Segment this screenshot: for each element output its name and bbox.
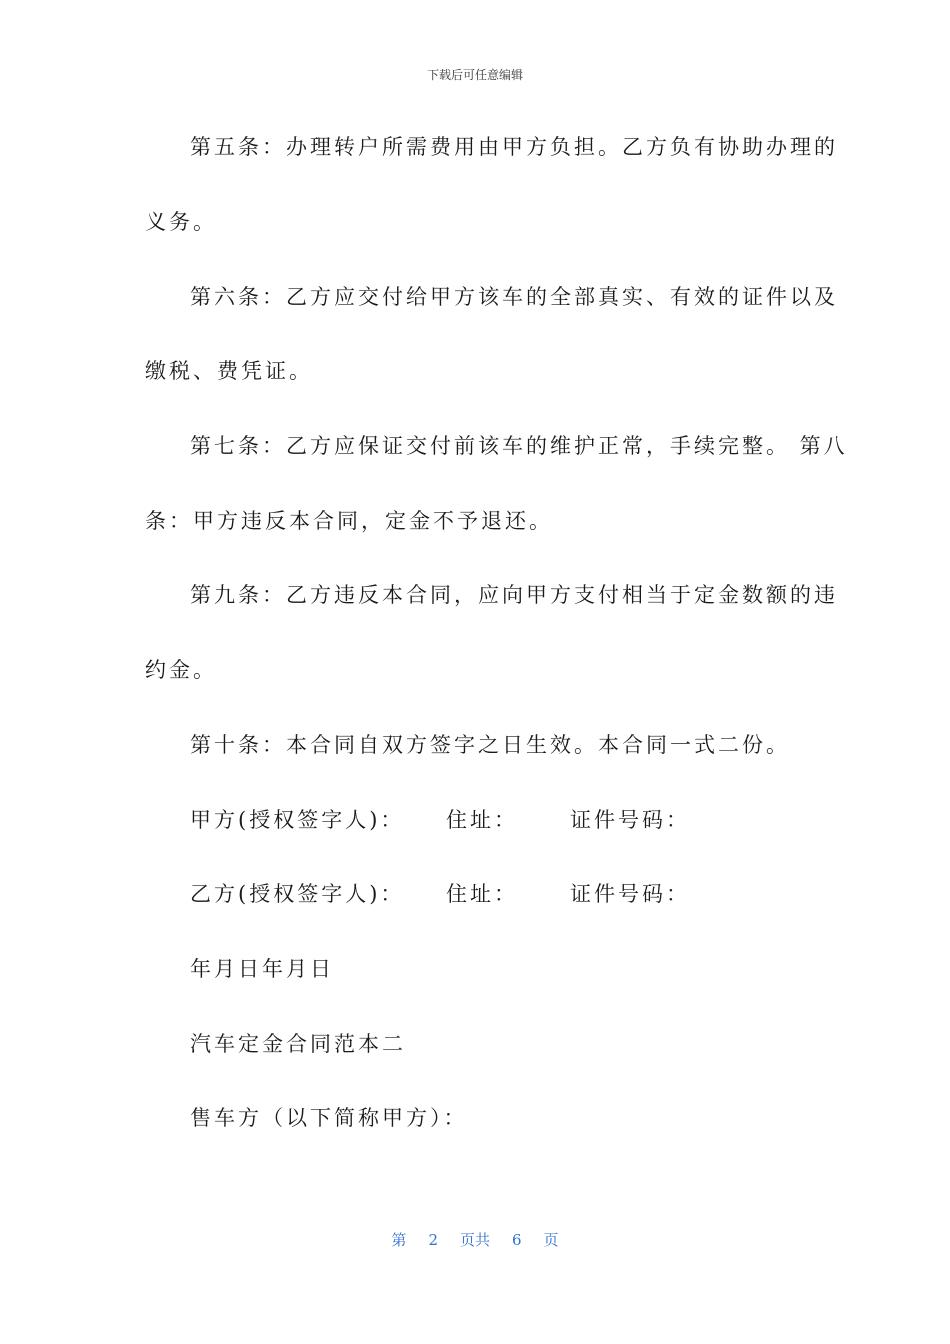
clause-6-line-2: 缴税、费凭证。: [145, 359, 313, 383]
party-a-id-label: 证件号码：: [570, 808, 690, 832]
section-title: 汽车定金合同范本二: [190, 1032, 406, 1056]
footer-page-number: 2: [428, 1231, 438, 1249]
party-b-id-label: 证件号码：: [570, 882, 690, 906]
clause-9-line-1: 第九条：乙方违反本合同，应向甲方支付相当于定金数额的违: [190, 583, 838, 607]
party-a-address-label: 住址：: [446, 808, 518, 832]
clause-5-line-1: 第五条：办理转户所需费用由甲方负担。乙方负有协助办理的: [190, 135, 838, 159]
clause-5-line-2: 义务。: [145, 210, 217, 234]
clause-10-line: 第十条：本合同自双方签字之日生效。本合同一式二份。: [190, 733, 790, 757]
date-line: 年月日年月日: [190, 957, 334, 981]
clause-9-line-2: 约金。: [145, 658, 217, 682]
clause-8-line: 条：甲方违反本合同，定金不予退还。: [145, 509, 553, 533]
footer-total-pages: 6: [512, 1231, 522, 1249]
page-header: 下载后可任意编辑: [426, 68, 523, 82]
party-b-label: 乙方(授权签字人)：: [190, 882, 405, 906]
party-a-label: 甲方(授权签字人)：: [190, 808, 405, 832]
footer-middle: 页共: [459, 1231, 490, 1249]
party-b-address-label: 住址：: [446, 882, 518, 906]
page-footer: [0, 1229, 950, 1250]
seller-line: 售车方（以下简称甲方）：: [190, 1106, 468, 1130]
footer-suffix: 页: [543, 1231, 559, 1249]
footer-prefix: 第: [391, 1231, 407, 1249]
clause-6-line-1: 第六条：乙方应交付给甲方该车的全部真实、有效的证件以及: [190, 285, 838, 309]
clause-7-line-1: 第七条：乙方应保证交付前该车的维护正常，手续完整。 第八: [190, 434, 848, 458]
